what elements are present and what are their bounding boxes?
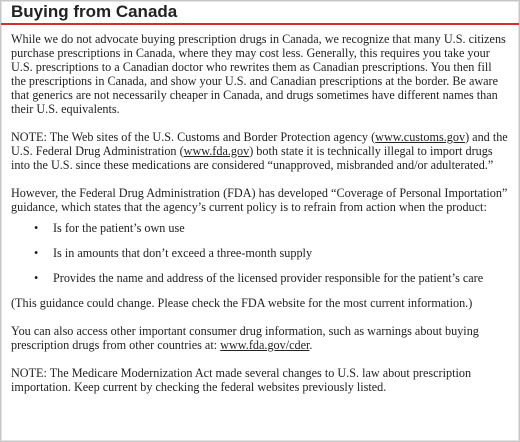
customs-note-text-b: ) and the U.S. Federal Drug Administration ( xyxy=(11,130,508,158)
list-item xyxy=(11,271,509,285)
customs-link[interactable]: www.customs.gov xyxy=(375,130,466,144)
customs-note-text-c: ) both state it is technically illegal to import drugs into the U.S. since these medications are considered “unapproved, misbranded and/or adulterated.” xyxy=(11,144,494,172)
consumer-info-paragraph xyxy=(11,324,509,352)
page-title: Buying from Canada xyxy=(11,2,178,21)
customs-note-text-a: NOTE: The Web sites of the U.S. Customs and Border Protection agency ( xyxy=(11,130,376,144)
bullet-icon: • xyxy=(34,246,39,260)
criteria-list xyxy=(11,221,509,285)
consumer-info-text: You can also access other important consumer drug information, such as warnings about buying prescription drugs from other countries at: xyxy=(11,324,479,352)
list-item-text: Is for the patient’s own use xyxy=(53,221,185,235)
customs-note-paragraph xyxy=(11,130,509,172)
medicare-note-paragraph: NOTE: The Medicare Modernization Act made several changes to U.S. law about prescription importation. Keep current by checking the federal websites previously listed. xyxy=(11,366,472,394)
list-item xyxy=(11,246,509,260)
fda-link[interactable]: www.fda.gov xyxy=(183,144,250,158)
consumer-info-end: . xyxy=(309,338,313,352)
list-item xyxy=(11,221,509,235)
intro-paragraph: While we do not advocate buying prescription drugs in Canada, we recognize that many U.S. citizens purchase prescriptions in Canada, where they may cost less. Generally, this requires you take your U.S. prescriptions to a Canadian doctor who rewrites them as Canadian prescriptions. You then fill the prescriptions in Canada, and show your U.S. and Canadian prescriptions at the border. Be aware that generics are not necessarily cheaper in Canada, and drugs sometimes have different names than their U.S. equivalents. xyxy=(11,32,506,116)
fda-cder-link[interactable]: www.fda.gov/cder xyxy=(220,338,310,352)
list-item-text: Is in amounts that don’t exceed a three-month supply xyxy=(53,246,313,260)
bullet-icon: • xyxy=(34,221,39,235)
bullet-icon: • xyxy=(34,271,39,285)
list-item-text: Provides the name and address of the licensed provider responsible for the patient’s care xyxy=(53,271,484,285)
guidance-note-paragraph: (This guidance could change. Please check the FDA website for the most current information.) xyxy=(11,296,473,310)
document-content xyxy=(11,1,509,394)
guidance-intro-paragraph: However, the Federal Drug Administration (FDA) has developed “Coverage of Personal Importation” guidance, which states that the agency’s current policy is to refrain from action when the product: xyxy=(11,186,508,214)
